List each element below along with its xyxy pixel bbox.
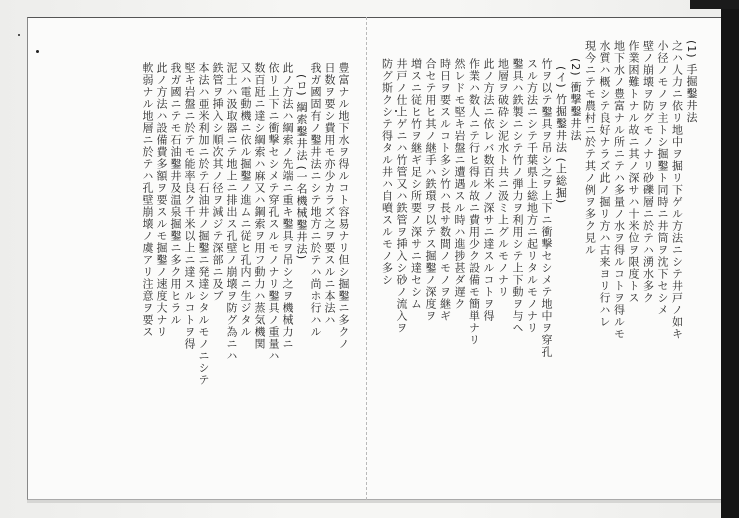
- text-line: 壁ノ崩壊ヲ防グモノナリ砂礫層ニ於テハ湧水多ク: [641, 40, 655, 304]
- text-line: 鑿具ハ鉄製ニシテ竹ノ弾力ヲ利用シテ上下動ヲ与ヘ: [511, 58, 524, 334]
- text-line: 数百瓩ニ達シ綱索ハ麻又ハ鋼索ヲ用フ動力ハ蒸気機関: [253, 62, 266, 350]
- text-line: 現今ニテモ農村ニ於テ其ノ例ヲ多ク見ル: [583, 40, 597, 256]
- page-bottom-shadow: [27, 500, 721, 503]
- text-line: 地層ヲ破砕シ泥水ト共ニ汲ミ上グルモノナリ: [496, 58, 510, 298]
- text-line: 作業ハ数人ニテ行ヒ得ル故ニ費用少ク設備モ簡単ナリ: [467, 58, 481, 346]
- text-line: 合セテ用ヒ其ノ継手ハ鉄環ヲ以テス掘鑿ノ深度ヲ: [424, 58, 437, 322]
- text-line: 鉄管ヲ挿入シ順次其ノ径ヲ減ジテ深部ニ及ブ: [211, 62, 224, 302]
- text-line: 本法ハ亜米利加ニ於テ石油井ノ掘鑿ニ発達シタルモノニシテ: [197, 62, 210, 386]
- subsection-heading: (イ) 竹掘鑿井法 (上総掘): [554, 66, 568, 205]
- text-line: スル方法ニシテ千葉県上総地方ニ起リタルモノナリ: [525, 58, 539, 334]
- text-line: 竹ヲ以テ鑿具ヲ吊シ之ヲ上下ニ衝撃セシメテ地中ヲ穿孔: [540, 58, 553, 358]
- text-line: 堅キ岩盤ニ於テモ能率良ク千米以上ニ達スルコトヲ得: [183, 62, 196, 350]
- text-line: 地下水ノ豊富ナル所ニテハ多量ノ水ヲ得ルコトヲ得ルモ: [612, 40, 626, 340]
- text-line: 我ガ國固有ノ鑿井法ニシテ地方ニ於テハ尚ホ行ハル: [309, 62, 322, 338]
- right-page-text: [376, 40, 698, 400]
- text-line: 増スニ従ヒ竹ヲ継ギ足シ所要ノ深サニ達セシム: [409, 58, 423, 310]
- text-line: 防グ斯クシテ得タル井ハ自噴スルモノ多シ: [380, 58, 394, 286]
- text-line: 井戸ノ仕上ゲニハ竹管又ハ鉄管ヲ挿入シ砂ノ流入ヲ: [395, 58, 408, 334]
- text-line: 時日ヲ要スルコト多シ竹ハ長サ数間ノモノヲ継ギ: [438, 58, 452, 322]
- scan-corner-shadow: [690, 0, 739, 9]
- text-line: 又ハ電動機ニ依ル掘鑿ノ進ムニ従ヒ孔内ニ生ジタル: [239, 62, 252, 338]
- text-line: 泥土ハ汲取器ニテ地上ニ排出ス孔壁ノ崩壊ヲ防グ為ニハ: [225, 62, 238, 362]
- subsection-heading: (ロ) 綱索鑿井法 (一名機械鑿井法): [295, 74, 308, 261]
- text-line: 豊富ナル地下水ヲ得ルコト容易ナリ但シ掘鑿ニ多クノ: [337, 62, 350, 350]
- text-line: 日数ヲ要シ費用モ亦少カラズ之ヲ要スルニ本法ハ: [323, 62, 336, 326]
- text-line: 此ノ方法ニ依レバ数百米ノ深サニ達スルコトヲ得: [482, 58, 495, 322]
- ink-speck: [36, 50, 39, 53]
- section-heading: (1) 手掘鑿井法: [685, 40, 698, 124]
- text-line: 此ノ方法ハ綱索ノ先端ニ重キ鑿具ヲ吊シ之ヲ機械力ニ: [281, 62, 294, 350]
- text-line: 小径ノモノヲ主トシ掘鑿ト同時ニ井筒ヲ沈下セシメ: [656, 40, 669, 316]
- text-line: 依リ上下ニ衝撃セシメテ穿孔スルモノナリ鑿具ノ重量ハ: [267, 62, 280, 362]
- text-line: 作業困難トナル故ニ其ノ深サハ十米位ヲ限度トス: [627, 40, 640, 304]
- text-line: 水質ハ概シテ良好ナラズ此ノ掘リ方ハ古来ヨリ行ハレ: [598, 40, 611, 328]
- text-line: 我ガ國ニテモ石油鑿井及温泉掘鑿ニ多ク用ヒラル: [169, 62, 182, 326]
- text-line: 之ハ人力ニ依リ地中ヲ掘リ下ゲル方法ニシテ井戸ノ如キ: [670, 40, 684, 340]
- text-line: 軟弱ナル地層ニ於テハ孔壁崩壊ノ虞アリ注意ヲ要ス: [141, 62, 154, 338]
- section-heading: (2) 衝撃鑿井法: [569, 58, 582, 142]
- scan-edge-shadow: [721, 0, 739, 518]
- ink-speck: [18, 34, 20, 36]
- page-fold: [366, 17, 367, 500]
- text-line: 然レドモ堅キ岩盤ニ遭遇スル時ハ進捗甚ダ遅ク: [453, 58, 466, 310]
- left-page-text: [136, 62, 350, 402]
- text-line: 此ノ方法ハ設備費多額ヲ要スルモ掘鑿ノ速度大ナリ: [155, 62, 168, 338]
